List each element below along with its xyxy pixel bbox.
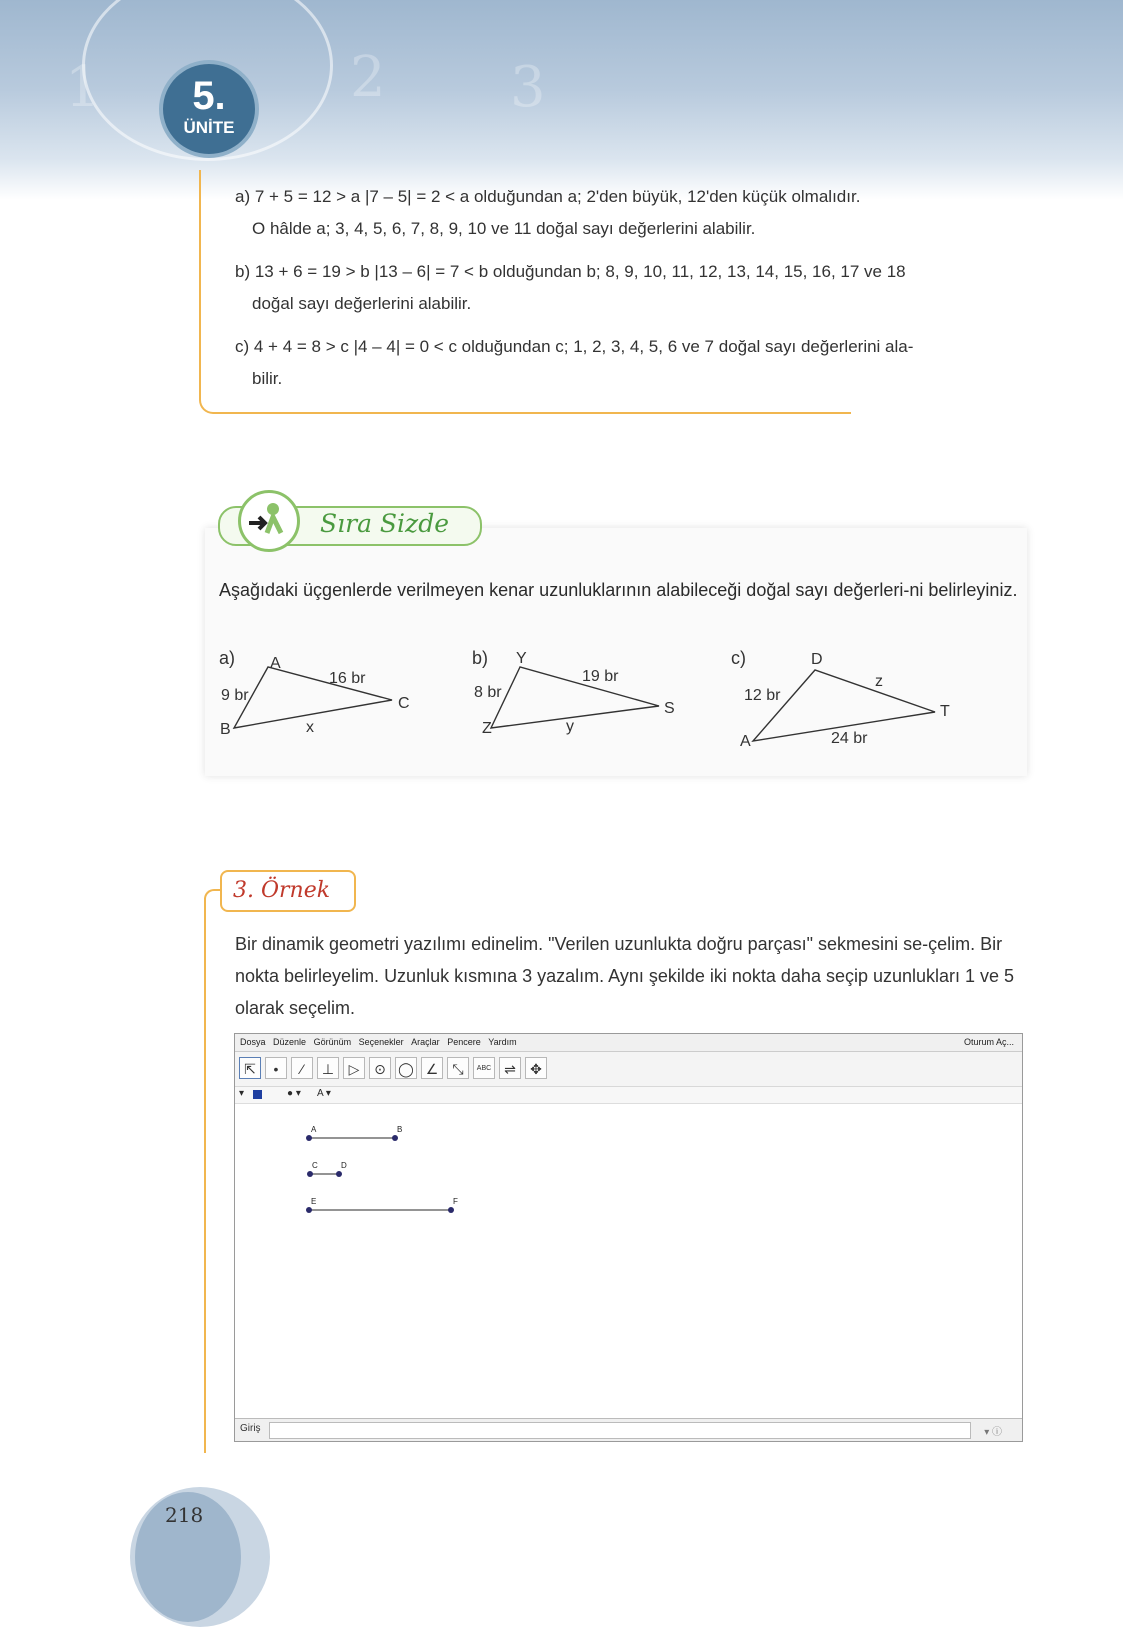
triangle-b: [491, 667, 659, 728]
answer-b-line2: doğal sayı değerlerini alabilir.: [252, 294, 472, 313]
example-text: Bir dinamik geometri yazılımı edinelim. "Verilen uzunlukta doğru parçası" sekmesini se-çelim. Bir nokta belirleyelim. Uzunluk kısmına 3 yazalım. Aynı şekilde iki nokta daha seçip uzunlukları 1 ve 5 olarak seçelim.: [235, 934, 1015, 1018]
style-bar-toggle-icon[interactable]: ▾: [239, 1088, 245, 1099]
reflect-tool-icon[interactable]: ⤡: [447, 1057, 469, 1079]
input-bar: [235, 1418, 1022, 1441]
label-f: F: [453, 1197, 458, 1206]
color-swatch[interactable]: [253, 1090, 262, 1099]
menu-window[interactable]: Pencere: [447, 1037, 481, 1047]
vertex-a-top: A: [270, 655, 281, 672]
menu-view[interactable]: Görünüm: [313, 1037, 352, 1047]
answer-a-line2: O hâlde a; 3, 4, 5, 6, 7, 8, 9, 10 ve 11 doğal sayı değerlerini alabilir.: [252, 219, 756, 238]
unit-label: ÜNİTE: [183, 118, 235, 137]
angle-tool-icon[interactable]: ∠: [421, 1057, 443, 1079]
side-a-top: 16 br: [329, 670, 366, 687]
sira-sizde-title: Sıra Sizde: [320, 509, 450, 538]
toolbar: [235, 1052, 1022, 1087]
side-a-bottom: x: [306, 719, 314, 736]
label-e: E: [311, 1197, 317, 1206]
sira-sizde-question: Aşağıdaki üçgenlerde verilmeyen kenar uzunluklarının alabileceği doğal sayı değerleri-ni belirleyiniz.: [219, 580, 1018, 600]
label-style-icon[interactable]: A ▾: [317, 1088, 331, 1099]
answer-a-line1: a) 7 + 5 = 12 > a |7 – 5| = 2 < a olduğundan a; 2'den büyük, 12'den küçük olmalıdır.: [235, 187, 861, 206]
triangle-c-label: c): [731, 648, 746, 668]
side-b-left: 8 br: [474, 684, 502, 701]
help-icon[interactable]: ▾ ⓘ: [984, 1427, 1002, 1438]
graphics-view[interactable]: [235, 1104, 1022, 1417]
point-style-icon[interactable]: ● ▾: [287, 1088, 301, 1099]
point-tool-icon[interactable]: •: [265, 1057, 287, 1079]
answer-c-line1: c) 4 + 4 = 8 > c |4 – 4| = 0 < c olduğundan c; 1, 2, 3, 4, 5, 6 ve 7 doğal sayı değerlerini ala-: [235, 337, 914, 356]
triangle-b-label: b): [472, 648, 489, 668]
decorative-number-icon: 2: [350, 45, 386, 110]
vertex-c-right: T: [940, 703, 950, 720]
text-tool-icon[interactable]: ABC: [473, 1057, 495, 1079]
label-d: D: [341, 1161, 347, 1170]
perpendicular-tool-icon[interactable]: ⊥: [317, 1057, 339, 1079]
vertex-c-top: D: [811, 651, 823, 668]
sign-in-link[interactable]: Oturum Aç...: [963, 1037, 1014, 1047]
point-a: [306, 1135, 312, 1141]
point-b: [392, 1135, 398, 1141]
vertex-c-left: A: [740, 733, 751, 750]
side-c-bottom: 24 br: [831, 730, 868, 747]
example-border: [204, 898, 206, 1453]
label-b: B: [397, 1125, 403, 1134]
side-b-top: 19 br: [582, 668, 619, 685]
line-tool-icon[interactable]: ⁄: [291, 1057, 313, 1079]
decorative-number-icon: 1: [65, 55, 101, 120]
point-c: [307, 1171, 313, 1177]
side-c-left: 12 br: [744, 687, 781, 704]
decorative-number-icon: 3: [510, 55, 546, 120]
move-view-tool-icon[interactable]: ✥: [525, 1057, 547, 1079]
vertex-b-top: Y: [516, 650, 527, 667]
point-e: [306, 1207, 312, 1213]
polygon-tool-icon[interactable]: ▷: [343, 1057, 365, 1079]
vertex-a-right: C: [398, 695, 410, 712]
triangle-a-label: a): [219, 648, 236, 668]
menu-bar: [235, 1034, 1022, 1052]
example-title: 3. Örnek: [233, 878, 331, 903]
input-label: Giriş: [240, 1423, 261, 1434]
menu-file[interactable]: Dosya: [240, 1037, 266, 1047]
style-bar: [235, 1087, 1022, 1104]
page-number: 218: [165, 1503, 204, 1527]
menu-edit[interactable]: Düzenle: [273, 1037, 307, 1047]
geometry-app-window: [234, 1033, 1023, 1442]
ellipse-tool-icon[interactable]: ◯: [395, 1057, 417, 1079]
point-f: [448, 1207, 454, 1213]
answer-b-line1: b) 13 + 6 = 19 > b |13 – 6| = 7 < b olduğundan b; 8, 9, 10, 11, 12, 13, 14, 15, 16, 17 ve 18: [235, 262, 906, 281]
vertex-b-right: S: [664, 700, 675, 717]
segments-drawing: [235, 1104, 1022, 1417]
menu-tools[interactable]: Araçlar: [411, 1037, 440, 1047]
vertex-b-left: Z: [482, 720, 492, 737]
vertex-a-left: B: [220, 721, 231, 738]
label-a: A: [311, 1125, 317, 1134]
move-tool-icon[interactable]: ⇱: [239, 1057, 261, 1079]
side-b-bottom: y: [566, 718, 574, 735]
side-c-top: z: [875, 673, 883, 690]
point-d: [336, 1171, 342, 1177]
input-field[interactable]: [269, 1422, 971, 1439]
answer-c-line2: bilir.: [252, 369, 283, 388]
unit-number: 5.: [192, 74, 226, 118]
circle-tool-icon[interactable]: ⊙: [369, 1057, 391, 1079]
menu-options[interactable]: Seçenekler: [358, 1037, 404, 1047]
side-a-left: 9 br: [221, 687, 249, 704]
slider-tool-icon[interactable]: ⇌: [499, 1057, 521, 1079]
label-c: C: [312, 1161, 318, 1170]
menu-help[interactable]: Yardım: [488, 1037, 517, 1047]
